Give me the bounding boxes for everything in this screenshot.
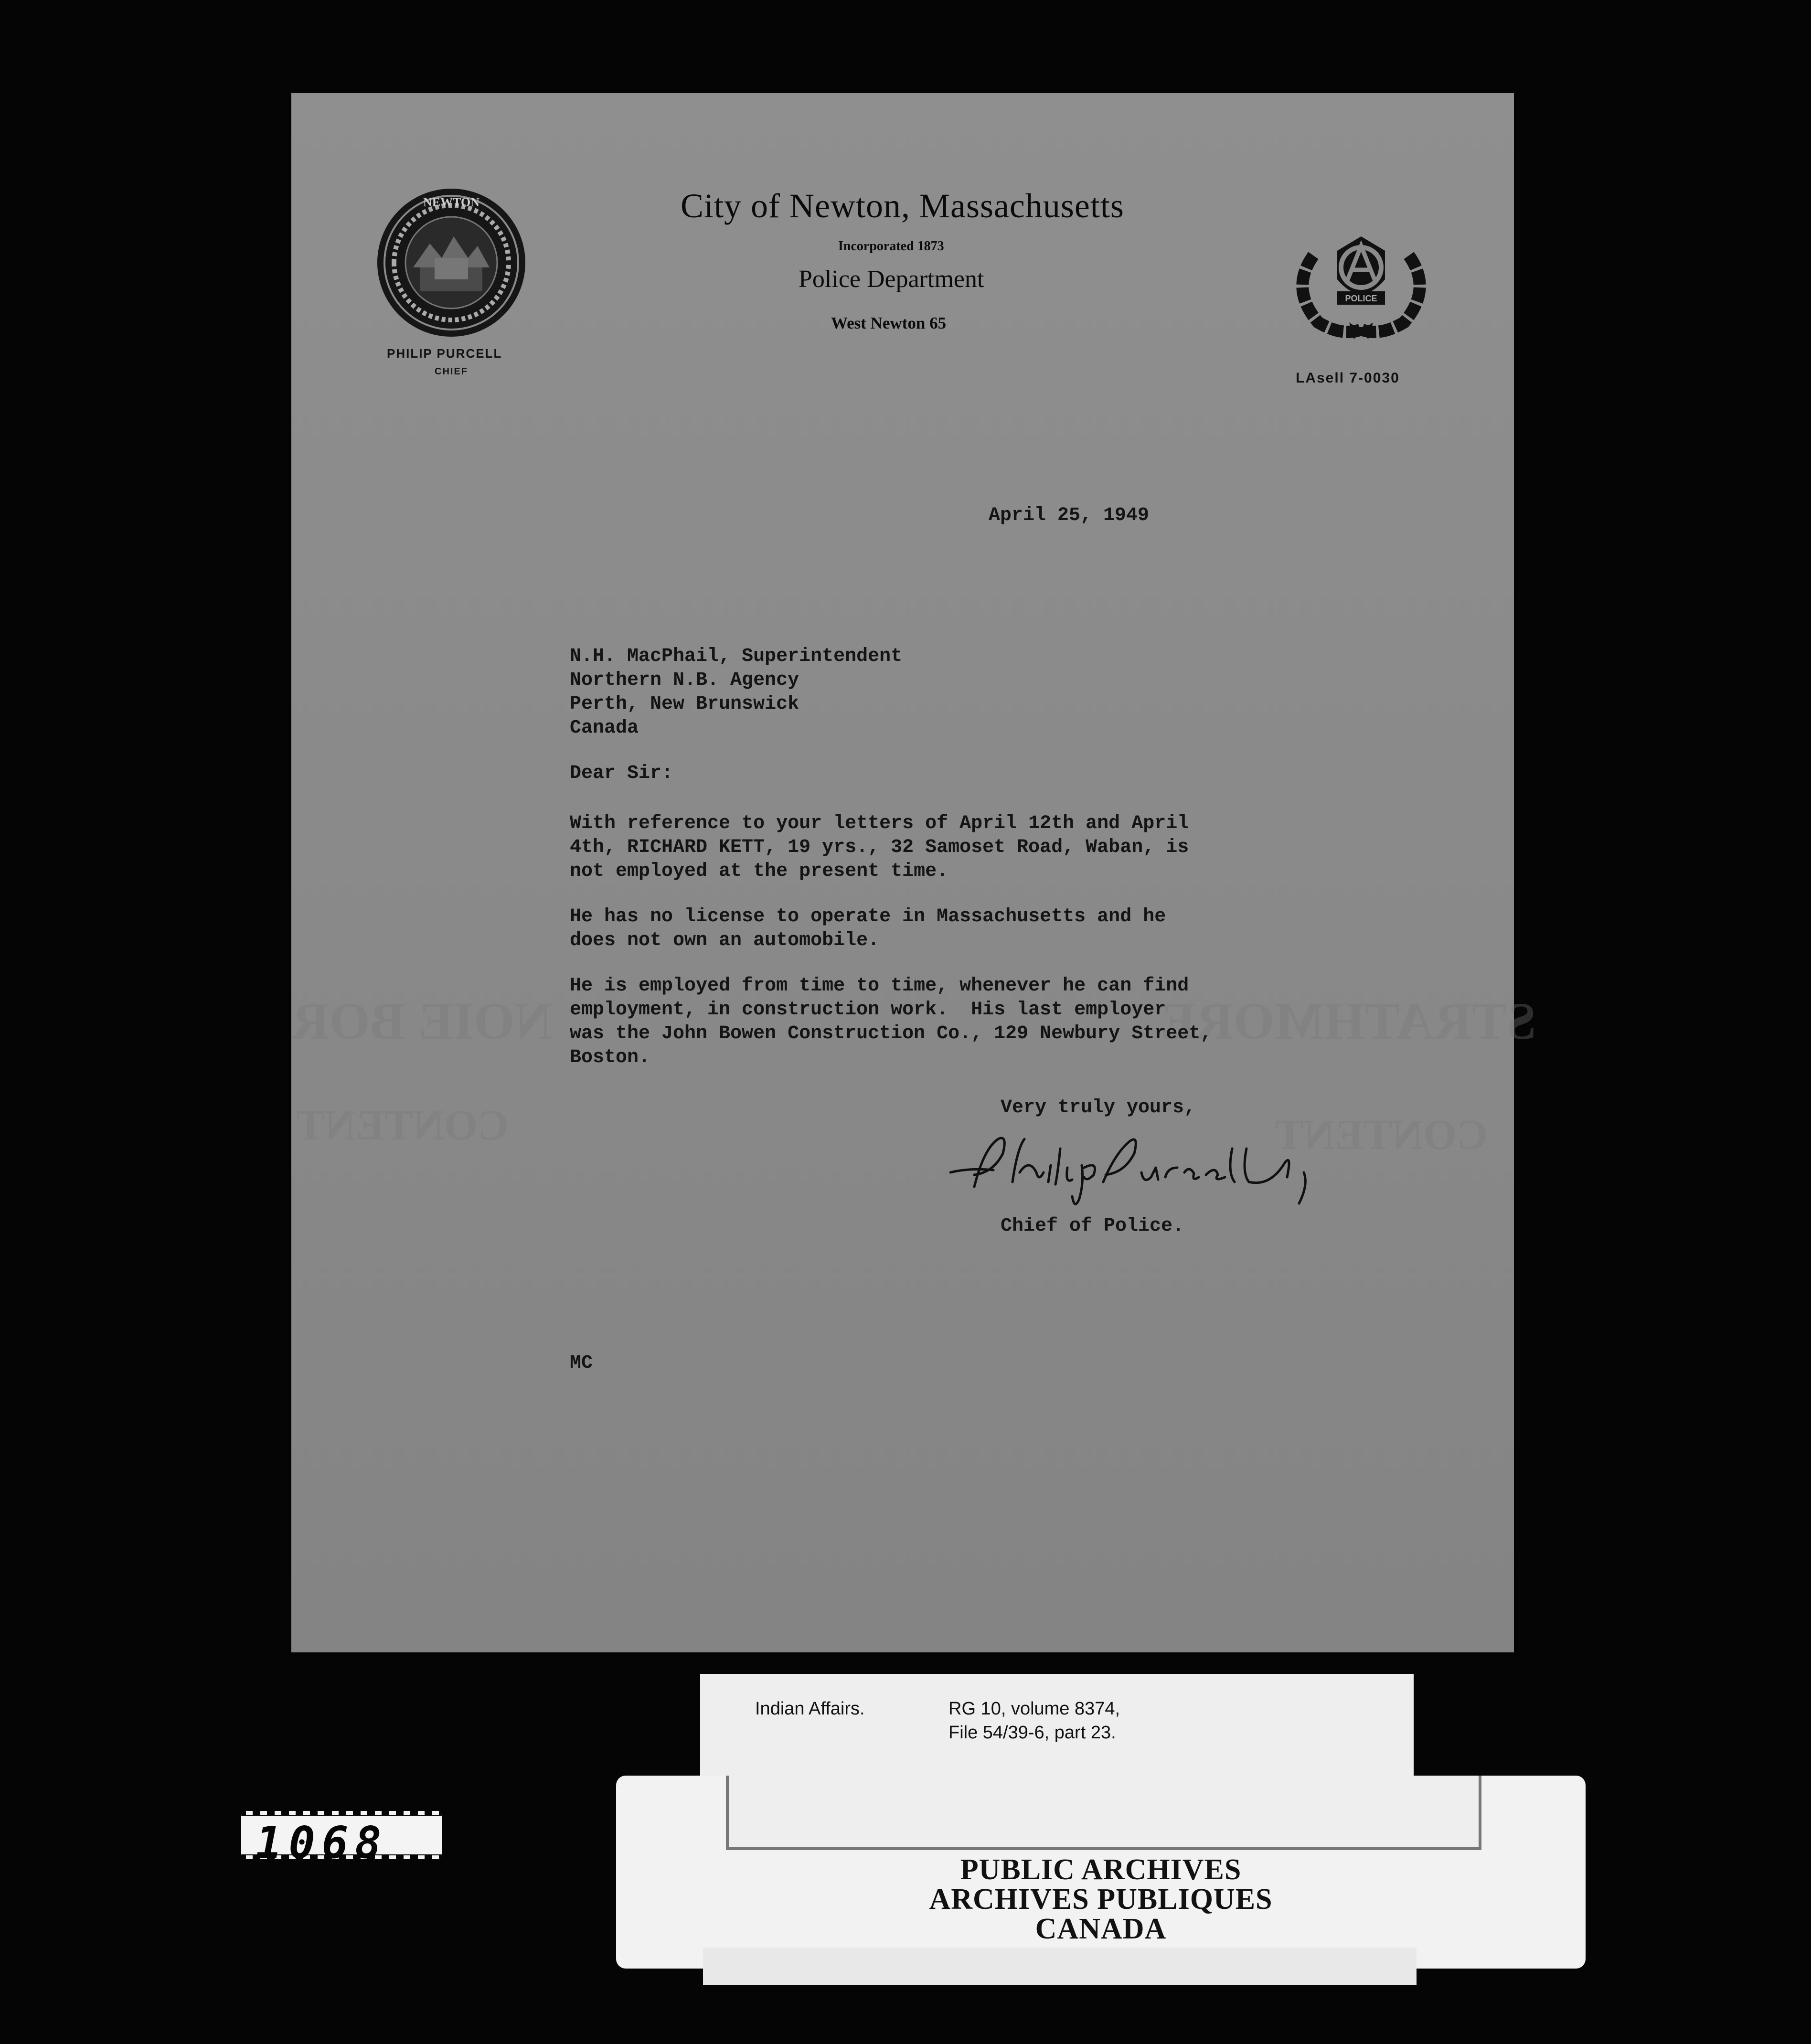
collection-label: Indian Affairs. [755, 1699, 865, 1719]
body-line: employment, in construction work. His last employer [570, 999, 1166, 1021]
letterhead-city: City of Newton, Massachusetts [681, 187, 1124, 225]
body-line: does not own an automobile. [570, 930, 880, 951]
signature [941, 1120, 1371, 1215]
reference-line-1: RG 10, volume 8374, [948, 1699, 1120, 1719]
bleed-through-left-2: CONTENT [296, 1102, 509, 1149]
chief-name: PHILIP PURCELL [387, 346, 502, 361]
chief-title: CHIEF [435, 366, 468, 377]
signer-title: Chief of Police. [1001, 1215, 1184, 1237]
frame-number: 1068 [256, 1817, 388, 1868]
body-line: not employed at the present time. [570, 861, 948, 882]
body-line: 4th, RICHARD KETT, 19 yrs., 32 Samoset Road, Waban, is [570, 837, 1189, 858]
phone-number: LAsell 7-0030 [1296, 370, 1400, 386]
body-paragraph-3 [570, 974, 1212, 1070]
body-paragraph-1 [570, 812, 1189, 884]
archives-stamp-foot [703, 1948, 1417, 1985]
police-badge-logo [1285, 236, 1438, 346]
bleed-through-right: STRATHMORE [1161, 992, 1536, 1050]
recipient-line: Northern N.B. Agency [570, 670, 799, 691]
reference-line-2: File 54/39-6, part 23. [948, 1723, 1116, 1743]
letter-sheet [291, 93, 1536, 1652]
body-line: With reference to your letters of April 12th and April [570, 813, 1189, 834]
bleed-through-left: NOIE BOR [291, 992, 553, 1050]
closing: Very truly yours, [1001, 1097, 1196, 1118]
badge-text: POLICE [1345, 294, 1377, 303]
archives-line-2: ARCHIVES PUBLIQUES [929, 1883, 1273, 1916]
archives-stamp-notch [726, 1776, 1481, 1850]
recipient-address [570, 645, 902, 740]
body-line: He is employed from time to time, whenever he can find [570, 975, 1189, 997]
bleed-through-right-2: CONTENT [1275, 1111, 1488, 1159]
body-paragraph-2 [570, 905, 1166, 953]
body-line: Boston. [570, 1047, 650, 1068]
letterhead-location: West Newton 65 [831, 314, 947, 332]
body-line: was the John Bowen Construction Co., 129 Newbury Street, [570, 1023, 1212, 1044]
salutation: Dear Sir: [570, 763, 673, 784]
seal-text: NEWTON [423, 195, 479, 209]
recipient-line: Canada [570, 717, 639, 739]
typist-initials: MC [570, 1352, 593, 1374]
body-line: He has no license to operate in Massachusetts and he [570, 906, 1166, 927]
city-seal-logo [375, 186, 528, 339]
letterhead-incorporated: Incorporated 1873 [838, 239, 944, 254]
archives-line-1: PUBLIC ARCHIVES [960, 1853, 1242, 1886]
recipient-line: Perth, New Brunswick [570, 693, 799, 715]
archives-line-3: CANADA [1035, 1913, 1167, 1945]
letterhead-department: Police Department [799, 266, 984, 293]
recipient-line: N.H. MacPhail, Superintendent [570, 646, 903, 667]
letter-date: April 25, 1949 [989, 505, 1150, 526]
